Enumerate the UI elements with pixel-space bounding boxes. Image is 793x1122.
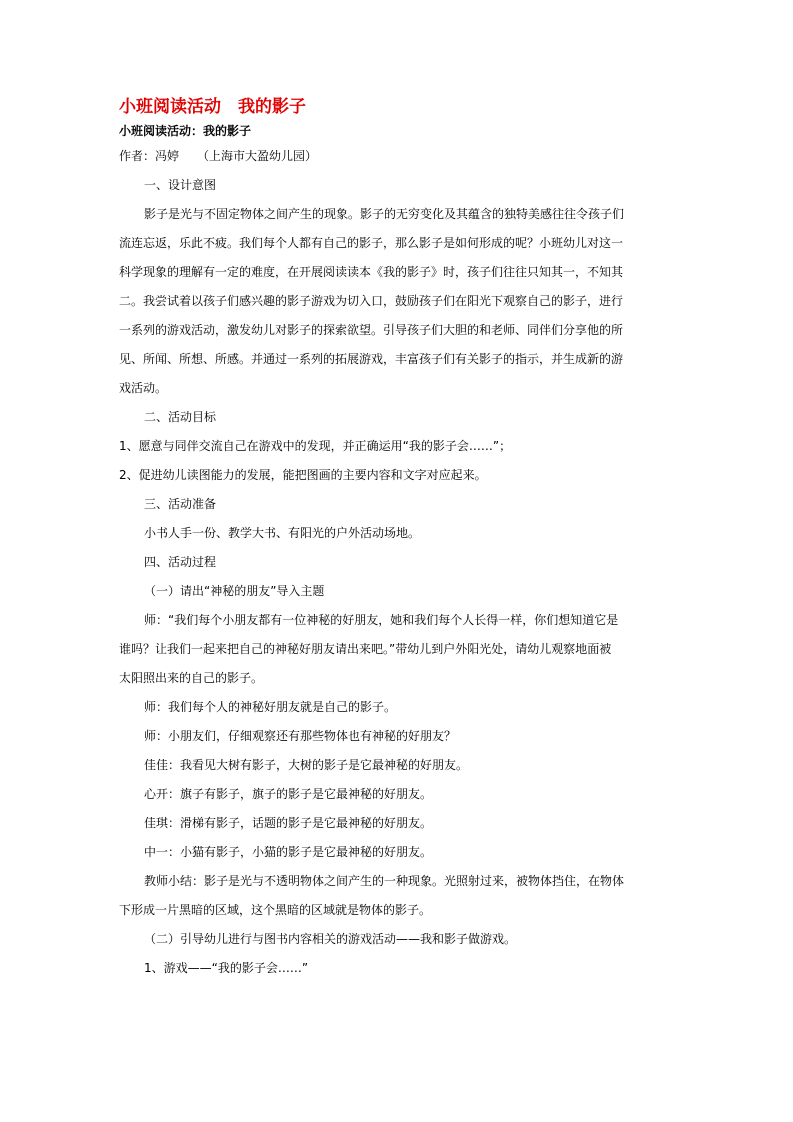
summary-line: 下形成一片黑暗的区域，这个黑暗的区域就是物体的影子。 — [119, 903, 432, 917]
paragraph-line: 一系列的游戏活动，激发幼儿对影子的探索欲望。引导孩子们大胆的和老师、同伴们分享他的所 — [119, 323, 624, 337]
step-heading: （一）请出“神秘的朋友”导入主题 — [144, 584, 325, 598]
dialogue-line: 师：“我们每个小朋友都有一位神秘的好朋友，她和我们每个人长得一样，你们想知道它是 — [144, 613, 619, 627]
document-subtitle: 小班阅读活动：我的影子 — [119, 124, 252, 138]
document-title: 小班阅读活动 我的影子 — [119, 97, 306, 117]
author-line: 作者：冯婷 （上海市大盈幼儿园） — [119, 149, 318, 163]
paragraph-line: 流连忘返，乐此不疲。我们每个人都有自己的影子，那么影子是如何形成的呢？小班幼儿对这一 — [119, 236, 624, 250]
dialogue-line: 师：小朋友们，仔细观察还有那些物体也有神秘的好朋友？ — [144, 729, 457, 743]
paragraph-line: 见、所闻、所想、所感。并通过一系列的拓展游戏，丰富孩子们有关影子的指示，并生成新的游 — [119, 352, 624, 366]
step-heading: （二）引导幼儿进行与图书内容相关的游戏活动——我和影子做游戏。 — [144, 932, 517, 946]
game-item: 1、游戏——“我的影子会……” — [144, 961, 309, 975]
paragraph-line: 戏活动。 — [119, 381, 168, 395]
paragraph-line: 二。我尝试着以孩子们感兴趣的影子游戏为切入口，鼓励孩子们在阳光下观察自己的影子，进行 — [119, 294, 624, 308]
dialogue-line: 心开：旗子有影子，旗子的影子是它最神秘的好朋友。 — [144, 787, 433, 801]
dialogue-line: 谁吗？让我们一起来把自己的神秘好朋友请出来吧。”带幼儿到户外阳光处，请幼儿观察地面被 — [119, 642, 612, 656]
dialogue-line: 太阳照出来的自己的影子。 — [119, 671, 264, 685]
dialogue-line: 佳佳：我看见大树有影子，大树的影子是它最神秘的好朋友。 — [144, 758, 469, 772]
document-body — [119, 94, 677, 983]
section-heading-goals: 二、活动目标 — [144, 410, 217, 424]
dialogue-line: 中一：小猫有影子，小猫的影子是它最神秘的好朋友。 — [144, 845, 433, 859]
section-heading-process: 四、活动过程 — [144, 555, 217, 569]
summary-line: 教师小结：影子是光与不透明物体之间产生的一种现象。光照射过来，被物体挡住，在物体 — [144, 874, 625, 888]
dialogue-line: 佳琪：滑梯有影子，话题的影子是它最神秘的好朋友。 — [144, 816, 433, 830]
preparation-text: 小书人手一份、教学大书、有阳光的户外活动场地。 — [144, 526, 421, 540]
paragraph-line: 科学现象的理解有一定的难度，在开展阅读读本《我的影子》时，孩子们往往只知其一，不知其 — [119, 265, 624, 279]
section-heading-design: 一、设计意图 — [144, 178, 217, 192]
section-heading-preparation: 三、活动准备 — [144, 497, 217, 511]
goal-item: 1、愿意与同伴交流自己在游戏中的发现，并正确运用“我的影子会……”； — [119, 439, 512, 453]
goal-item: 2、促进幼儿读图能力的发展，能把图画的主要内容和文字对应起来。 — [119, 468, 487, 482]
dialogue-line: 师：我们每个人的神秘好朋友就是自己的影子。 — [144, 700, 397, 714]
paragraph-line: 影子是光与不固定物体之间产生的现象。影子的无穷变化及其蕴含的独特美感往往令孩子们 — [144, 207, 625, 221]
